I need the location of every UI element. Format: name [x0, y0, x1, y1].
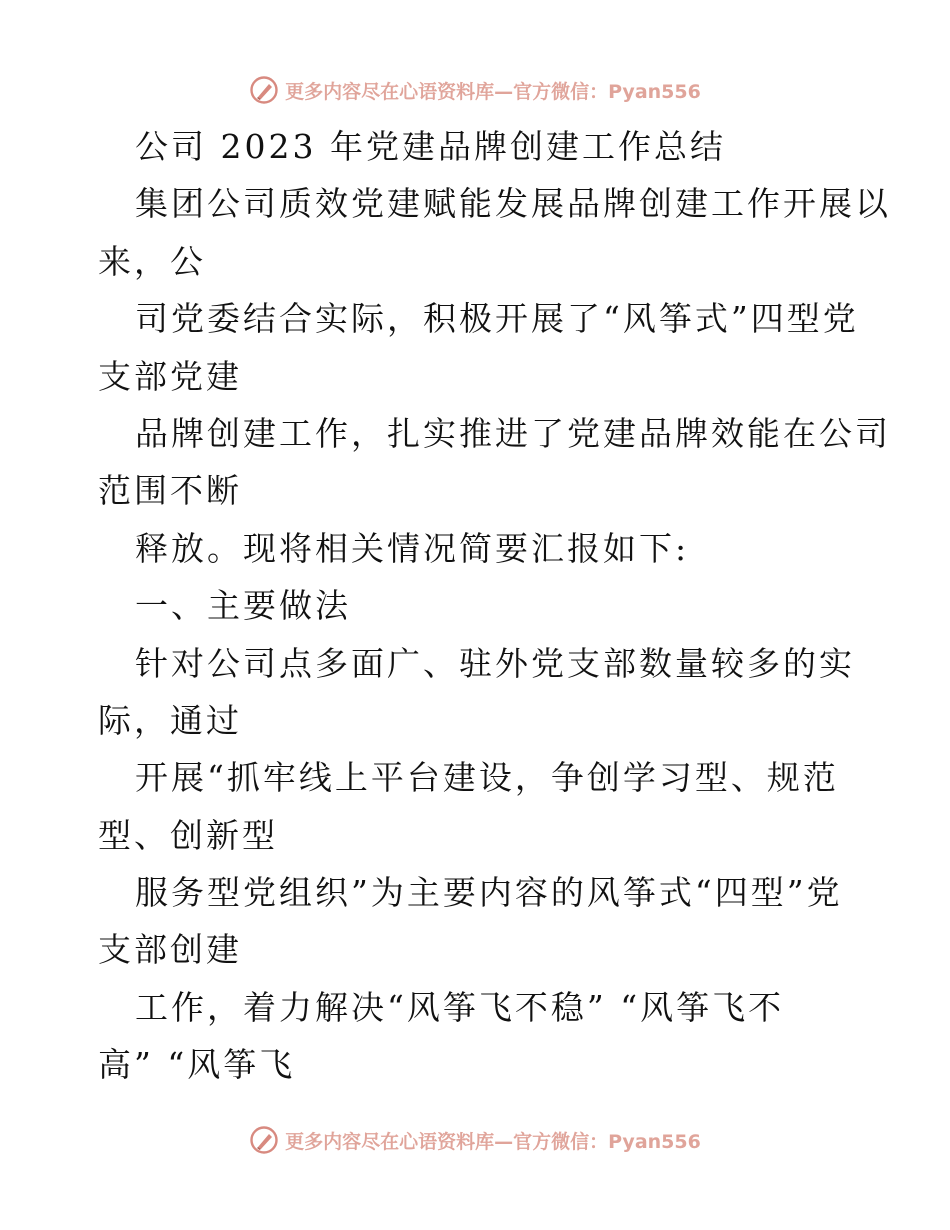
text-line: 服务型党组织”为主要内容的风筝式“四型”党 — [135, 873, 843, 913]
text-line: 工作，着力解决“风筝飞不稳” “风筝飞不 — [135, 987, 785, 1027]
watermark-footer — [0, 1120, 950, 1160]
text-line: 型、创新型 — [98, 815, 278, 855]
pen-logo-icon — [249, 75, 279, 105]
text-line: 开展“抓牢线上平台建设，争创学习型、规范 — [135, 758, 839, 798]
text-line: 支部创建 — [98, 930, 242, 970]
text-line: 品牌创建工作，扎实推进了党建品牌效能在公司 — [135, 413, 891, 453]
watermark-text: 更多内容尽在心语资料库—官方微信：Pyan556 — [285, 1130, 701, 1153]
text-line: 释放。现将相关情况简要汇报如下: — [135, 528, 690, 568]
watermark-text: 更多内容尽在心语资料库—官方微信：Pyan556 — [285, 80, 701, 103]
text-line: 司党委结合实际，积极开展了“风筝式”四型党 — [135, 299, 859, 339]
text-line: 际，通过 — [98, 700, 242, 740]
pen-logo-icon — [249, 1125, 279, 1155]
text-line: 集团公司质效党建赋能发展品牌创建工作开展以 — [135, 184, 891, 224]
text-line: 公司 2023 年党建品牌创建工作总结 — [135, 127, 726, 166]
watermark-header — [0, 70, 950, 110]
text-line: 支部党建 — [98, 356, 242, 396]
text-line: 范围不断 — [98, 471, 242, 511]
text-line: 高” “风筝飞 — [98, 1045, 296, 1085]
text-line: 针对公司点多面广、驻外党支部数量较多的实 — [135, 643, 855, 683]
document-body — [98, 118, 891, 1094]
text-line: 一、主要做法 — [135, 586, 351, 626]
text-line: 来，公 — [98, 241, 206, 281]
